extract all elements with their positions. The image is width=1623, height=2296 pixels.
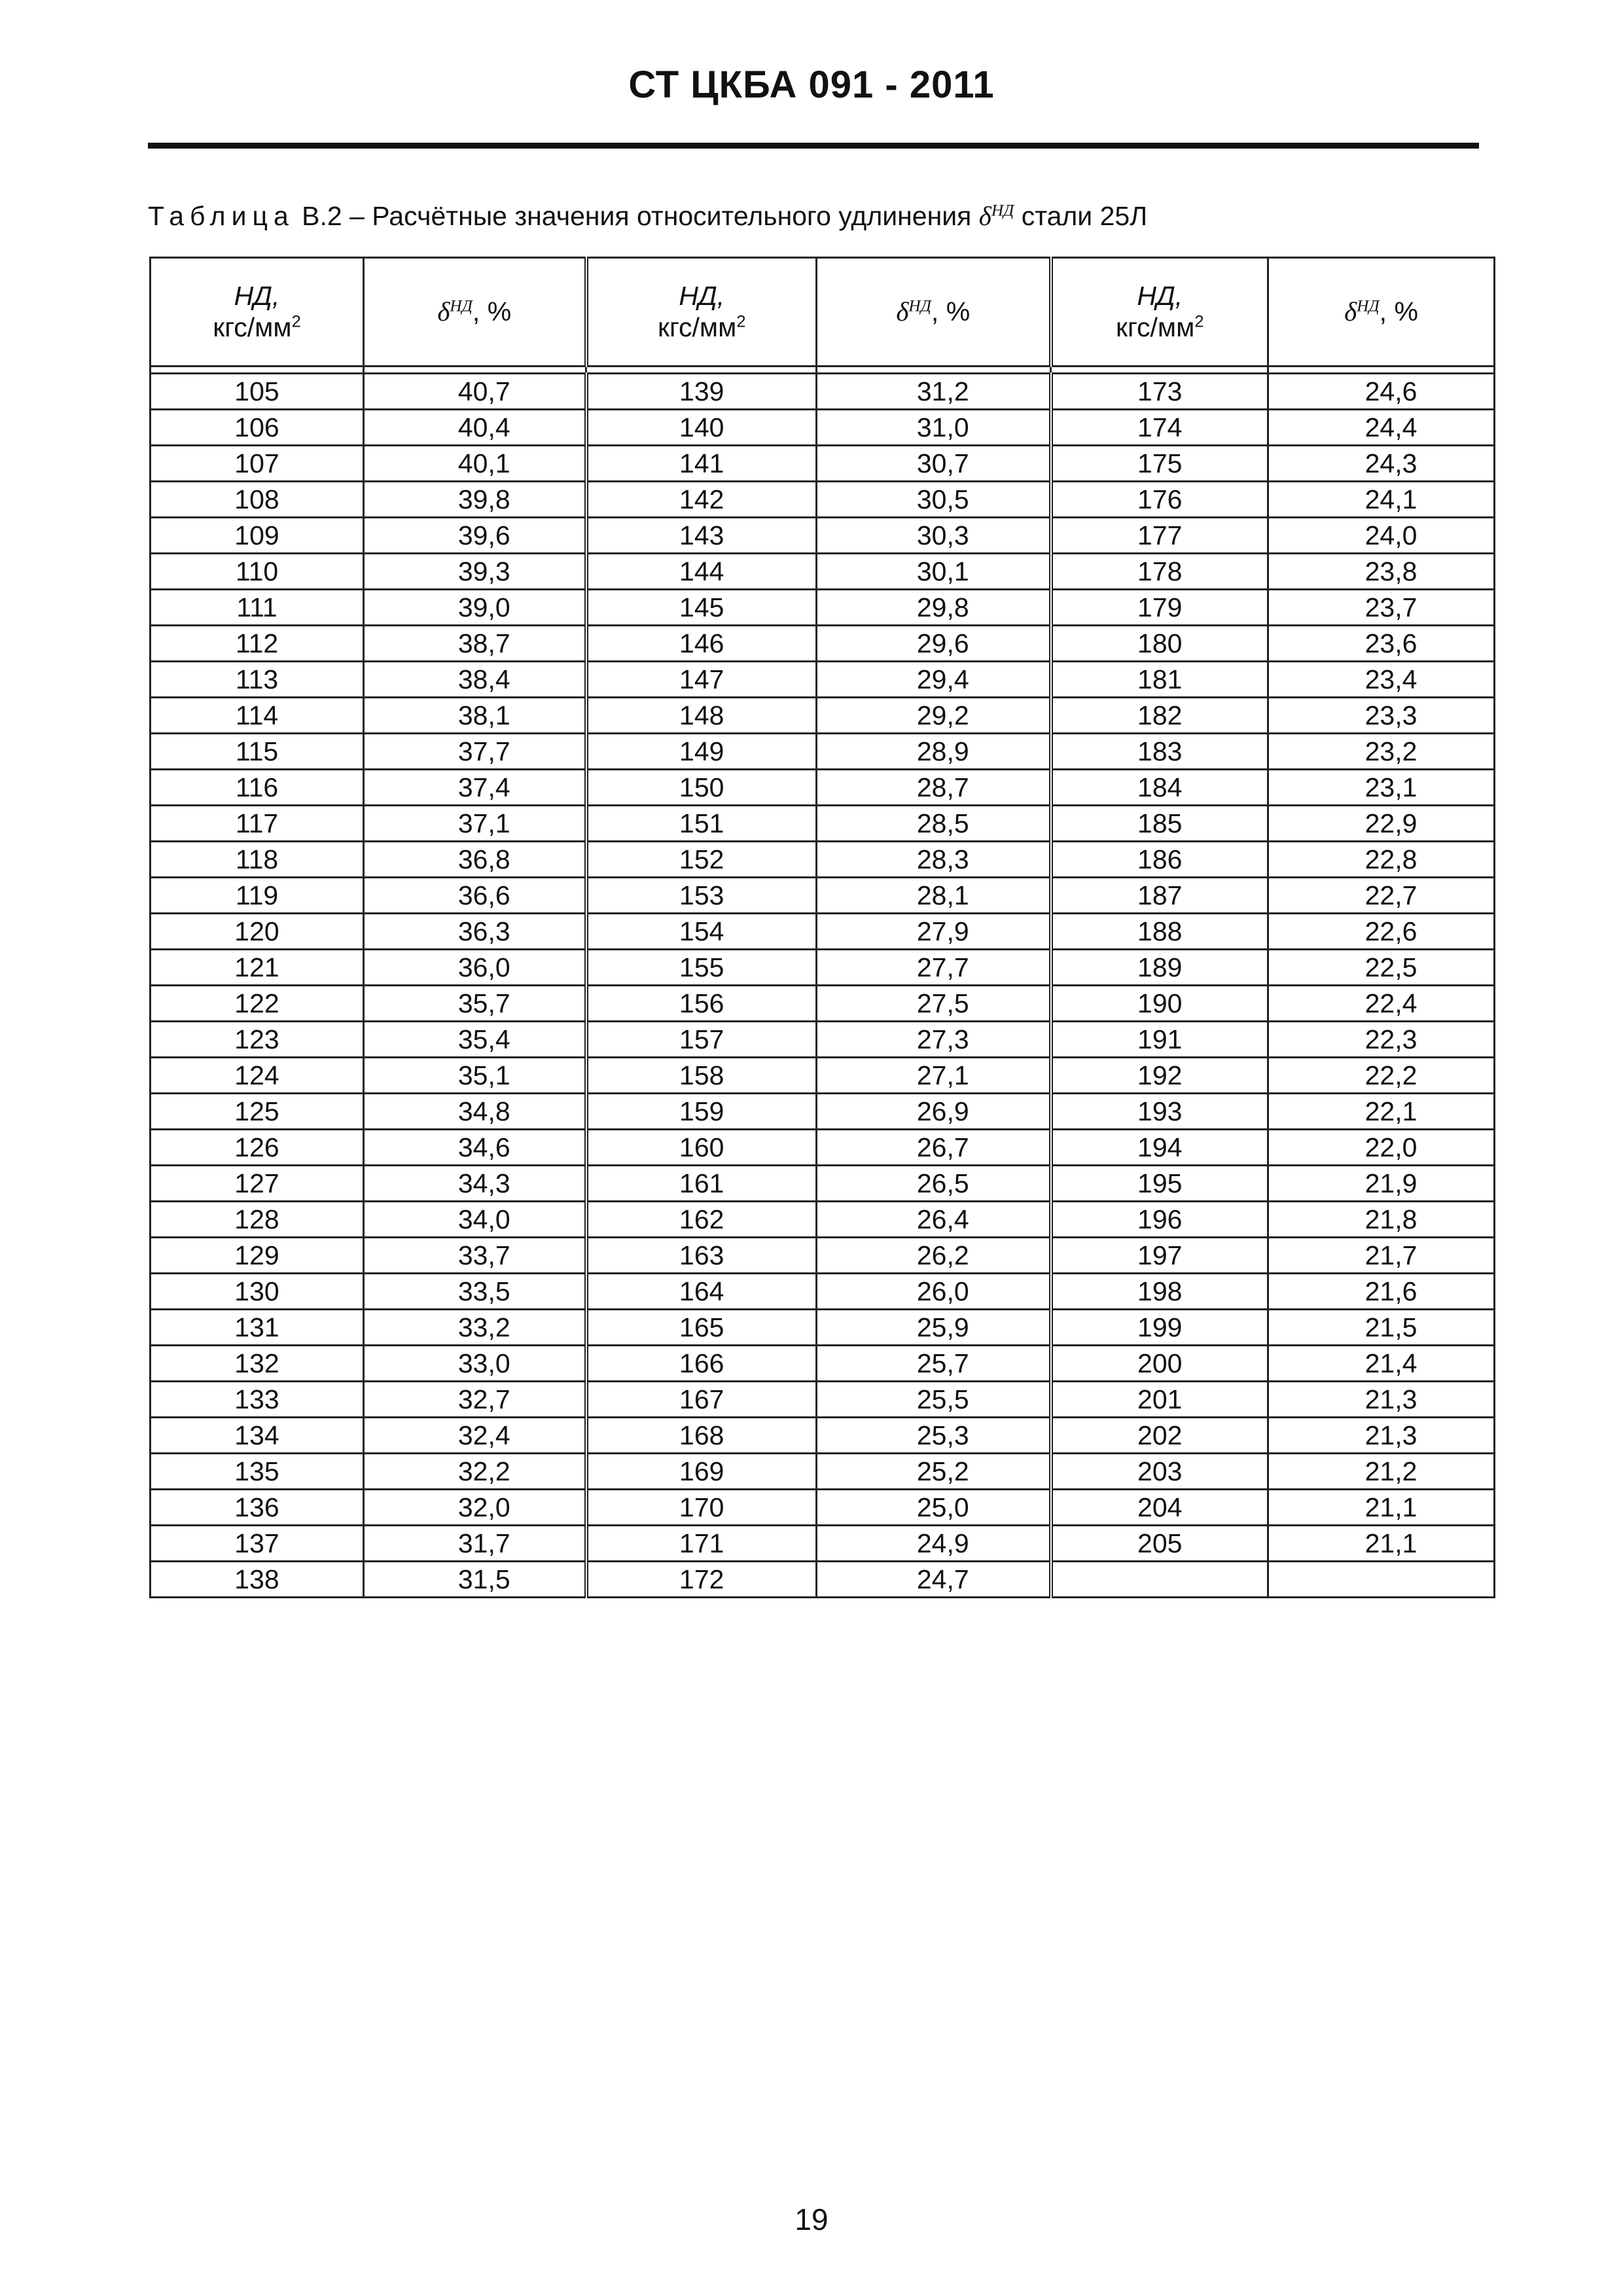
elongation-value-cell: 33,5 bbox=[364, 1274, 586, 1310]
header-divider bbox=[148, 143, 1479, 149]
hd-value-cell: 118 bbox=[151, 842, 364, 878]
elongation-value-cell: 21,9 bbox=[1268, 1166, 1495, 1202]
elongation-value-cell: 21,6 bbox=[1268, 1274, 1495, 1310]
hd-value-cell: 165 bbox=[586, 1310, 817, 1346]
hd-value-cell: 162 bbox=[586, 1202, 817, 1238]
elongation-value-cell: 36,8 bbox=[364, 842, 586, 878]
hd-value-cell: 199 bbox=[1051, 1310, 1268, 1346]
table-row bbox=[151, 518, 1495, 554]
table-row bbox=[151, 1454, 1495, 1490]
table-row bbox=[151, 1562, 1495, 1598]
elongation-value-cell: 27,1 bbox=[817, 1058, 1051, 1094]
hd-value-cell: 156 bbox=[586, 986, 817, 1022]
hd-value-cell: 125 bbox=[151, 1094, 364, 1130]
elongation-value-cell: 32,2 bbox=[364, 1454, 586, 1490]
elongation-value-cell: 31,5 bbox=[364, 1562, 586, 1598]
elongation-value-cell: 29,4 bbox=[817, 662, 1051, 698]
hd-value-cell: 114 bbox=[151, 698, 364, 734]
col-header-hd-3: НД, кгс/$мм^2$ bbox=[1051, 258, 1268, 367]
elongation-value-cell: 23,2 bbox=[1268, 734, 1495, 770]
elongation-value-cell: 37,1 bbox=[364, 806, 586, 842]
elongation-value-cell: 24,3 bbox=[1268, 446, 1495, 482]
hd-value-cell: 193 bbox=[1051, 1094, 1268, 1130]
elongation-value-cell: 21,4 bbox=[1268, 1346, 1495, 1382]
elongation-value-cell: 29,8 bbox=[817, 590, 1051, 626]
elongation-value-cell: 30,5 bbox=[817, 482, 1051, 518]
elongation-value-cell: 28,3 bbox=[817, 842, 1051, 878]
elongation-value-cell: 26,5 bbox=[817, 1166, 1051, 1202]
table-row bbox=[151, 554, 1495, 590]
elongation-value-cell: 23,7 bbox=[1268, 590, 1495, 626]
hd-value-cell: 144 bbox=[586, 554, 817, 590]
hd-value-cell: 201 bbox=[1051, 1382, 1268, 1418]
hd-value-cell: 120 bbox=[151, 914, 364, 950]
hd-value-cell: 182 bbox=[1051, 698, 1268, 734]
hd-value-cell: 173 bbox=[1051, 374, 1268, 410]
elongation-table bbox=[149, 257, 1495, 1598]
elongation-value-cell: 36,0 bbox=[364, 950, 586, 986]
elongation-value-cell: 27,9 bbox=[817, 914, 1051, 950]
hd-value-cell: 152 bbox=[586, 842, 817, 878]
hd-value-cell: 203 bbox=[1051, 1454, 1268, 1490]
elongation-value-cell: 39,3 bbox=[364, 554, 586, 590]
hd-value-cell: 142 bbox=[586, 482, 817, 518]
hd-value-cell: 179 bbox=[1051, 590, 1268, 626]
elongation-value-cell: 30,3 bbox=[817, 518, 1051, 554]
hd-value-cell: 113 bbox=[151, 662, 364, 698]
table-row bbox=[151, 1238, 1495, 1274]
elongation-value-cell: 22,6 bbox=[1268, 914, 1495, 950]
hd-value-cell: 196 bbox=[1051, 1202, 1268, 1238]
elongation-value-cell: 36,6 bbox=[364, 878, 586, 914]
hd-value-cell: 205 bbox=[1051, 1526, 1268, 1562]
elongation-value-cell: 21,2 bbox=[1268, 1454, 1495, 1490]
elongation-value-cell: 26,2 bbox=[817, 1238, 1051, 1274]
elongation-value-cell: 37,4 bbox=[364, 770, 586, 806]
elongation-value-cell: 24,7 bbox=[817, 1562, 1051, 1598]
elongation-value-cell: 33,7 bbox=[364, 1238, 586, 1274]
table-row bbox=[151, 626, 1495, 662]
hd-value-cell: 108 bbox=[151, 482, 364, 518]
caption-text: В.2 – Расчётные значения относительного удлинения bbox=[302, 201, 972, 231]
hd-value-cell: 194 bbox=[1051, 1130, 1268, 1166]
hd-value-cell: 148 bbox=[586, 698, 817, 734]
caption-lead: Таблица bbox=[148, 201, 294, 231]
hd-value-cell: 110 bbox=[151, 554, 364, 590]
hd-value-cell: 157 bbox=[586, 1022, 817, 1058]
elongation-value-cell: 25,9 bbox=[817, 1310, 1051, 1346]
hd-value-cell: 180 bbox=[1051, 626, 1268, 662]
hd-value-cell: 155 bbox=[586, 950, 817, 986]
elongation-value-cell: 25,2 bbox=[817, 1454, 1051, 1490]
hd-value-cell: 135 bbox=[151, 1454, 364, 1490]
hd-value-cell: 164 bbox=[586, 1274, 817, 1310]
elongation-value-cell: 24,0 bbox=[1268, 518, 1495, 554]
hd-value-cell: 166 bbox=[586, 1346, 817, 1382]
elongation-value-cell: 29,2 bbox=[817, 698, 1051, 734]
table-row bbox=[151, 698, 1495, 734]
hd-value-cell: 159 bbox=[586, 1094, 817, 1130]
elongation-value-cell: 24,1 bbox=[1268, 482, 1495, 518]
elongation-value-cell: 22,2 bbox=[1268, 1058, 1495, 1094]
hd-value-cell: 192 bbox=[1051, 1058, 1268, 1094]
elongation-value-cell: 30,7 bbox=[817, 446, 1051, 482]
table-row bbox=[151, 1202, 1495, 1238]
elongation-value-cell: 23,4 bbox=[1268, 662, 1495, 698]
elongation-value-cell: 39,0 bbox=[364, 590, 586, 626]
table-row bbox=[151, 878, 1495, 914]
hd-value-cell: 158 bbox=[586, 1058, 817, 1094]
elongation-value-cell: 29,6 bbox=[817, 626, 1051, 662]
hd-value-cell: 202 bbox=[1051, 1418, 1268, 1454]
hd-value-cell: 126 bbox=[151, 1130, 364, 1166]
table-row bbox=[151, 482, 1495, 518]
hd-value-cell: 109 bbox=[151, 518, 364, 554]
hd-value-cell: 185 bbox=[1051, 806, 1268, 842]
elongation-value-cell: 25,7 bbox=[817, 1346, 1051, 1382]
table-row bbox=[151, 950, 1495, 986]
table-row bbox=[151, 1346, 1495, 1382]
hd-value-cell: 197 bbox=[1051, 1238, 1268, 1274]
hd-value-cell: 181 bbox=[1051, 662, 1268, 698]
hd-value-cell: 163 bbox=[586, 1238, 817, 1274]
table-row bbox=[151, 590, 1495, 626]
hd-value-cell: 143 bbox=[586, 518, 817, 554]
hd-value-cell: 117 bbox=[151, 806, 364, 842]
hd-value-cell: 161 bbox=[586, 1166, 817, 1202]
hd-value-cell: 141 bbox=[586, 446, 817, 482]
elongation-value-cell: 32,7 bbox=[364, 1382, 586, 1418]
elongation-value-cell: 21,1 bbox=[1268, 1526, 1495, 1562]
elongation-value-cell: 22,5 bbox=[1268, 950, 1495, 986]
hd-value-cell: 154 bbox=[586, 914, 817, 950]
hd-value-cell: 177 bbox=[1051, 518, 1268, 554]
hd-value-cell: 129 bbox=[151, 1238, 364, 1274]
hd-value-cell: 106 bbox=[151, 410, 364, 446]
elongation-value-cell: 22,9 bbox=[1268, 806, 1495, 842]
elongation-value-cell: 35,7 bbox=[364, 986, 586, 1022]
table-row bbox=[151, 374, 1495, 410]
elongation-value-cell: 26,9 bbox=[817, 1094, 1051, 1130]
hd-value-cell: 107 bbox=[151, 446, 364, 482]
table-row bbox=[151, 446, 1495, 482]
hd-value-cell: 174 bbox=[1051, 410, 1268, 446]
elongation-value-cell: 28,9 bbox=[817, 734, 1051, 770]
elongation-value-cell: 21,8 bbox=[1268, 1202, 1495, 1238]
elongation-value-cell: 31,0 bbox=[817, 410, 1051, 446]
hd-value-cell: 186 bbox=[1051, 842, 1268, 878]
hd-value-cell: 128 bbox=[151, 1202, 364, 1238]
hd-value-cell: 116 bbox=[151, 770, 364, 806]
table-row bbox=[151, 662, 1495, 698]
col-header-delta-1: $\delta^{НД}$, % bbox=[364, 258, 586, 367]
elongation-value-cell: 28,7 bbox=[817, 770, 1051, 806]
hd-value-cell: 127 bbox=[151, 1166, 364, 1202]
elongation-value-cell: 27,5 bbox=[817, 986, 1051, 1022]
elongation-value-cell: 35,4 bbox=[364, 1022, 586, 1058]
table-row bbox=[151, 734, 1495, 770]
elongation-value-cell: 21,5 bbox=[1268, 1310, 1495, 1346]
col-header-hd-2: НД, кгс/$мм^2$ bbox=[586, 258, 817, 367]
hd-value-cell: 172 bbox=[586, 1562, 817, 1598]
hd-value-cell: 136 bbox=[151, 1490, 364, 1526]
table-row bbox=[151, 1058, 1495, 1094]
hd-value-cell: 130 bbox=[151, 1274, 364, 1310]
elongation-value-cell: 31,2 bbox=[817, 374, 1051, 410]
table-row bbox=[151, 1490, 1495, 1526]
elongation-value-cell: 40,4 bbox=[364, 410, 586, 446]
table-row bbox=[151, 806, 1495, 842]
hd-value-cell: 123 bbox=[151, 1022, 364, 1058]
caption-tail: стали 25Л bbox=[1021, 201, 1148, 231]
hd-value-cell: 176 bbox=[1051, 482, 1268, 518]
elongation-value-cell bbox=[1268, 1562, 1495, 1598]
caption-symbol: δ bbox=[978, 201, 991, 231]
hd-value-cell: 153 bbox=[586, 878, 817, 914]
elongation-value-cell: 40,7 bbox=[364, 374, 586, 410]
elongation-value-cell: 27,7 bbox=[817, 950, 1051, 986]
hd-value-cell: 119 bbox=[151, 878, 364, 914]
hd-value-cell: 147 bbox=[586, 662, 817, 698]
elongation-value-cell: 22,0 bbox=[1268, 1130, 1495, 1166]
hd-value-cell: 189 bbox=[1051, 950, 1268, 986]
table-row bbox=[151, 1418, 1495, 1454]
elongation-value-cell: 32,4 bbox=[364, 1418, 586, 1454]
elongation-value-cell: 25,5 bbox=[817, 1382, 1051, 1418]
hd-value-cell: 146 bbox=[586, 626, 817, 662]
elongation-value-cell: 21,3 bbox=[1268, 1382, 1495, 1418]
hd-value-cell: 184 bbox=[1051, 770, 1268, 806]
elongation-value-cell: 26,4 bbox=[817, 1202, 1051, 1238]
hd-value-cell: 187 bbox=[1051, 878, 1268, 914]
elongation-value-cell: 21,7 bbox=[1268, 1238, 1495, 1274]
elongation-value-cell: 24,6 bbox=[1268, 374, 1495, 410]
elongation-value-cell: 23,1 bbox=[1268, 770, 1495, 806]
hd-value-cell: 167 bbox=[586, 1382, 817, 1418]
header-spacer-row bbox=[151, 367, 1495, 374]
hd-value-cell: 121 bbox=[151, 950, 364, 986]
hd-value-cell: 200 bbox=[1051, 1346, 1268, 1382]
elongation-value-cell: 21,1 bbox=[1268, 1490, 1495, 1526]
hd-value-cell: 131 bbox=[151, 1310, 364, 1346]
elongation-value-cell: 32,0 bbox=[364, 1490, 586, 1526]
elongation-value-cell: 27,3 bbox=[817, 1022, 1051, 1058]
elongation-value-cell: 39,8 bbox=[364, 482, 586, 518]
table-row bbox=[151, 914, 1495, 950]
elongation-value-cell: 30,1 bbox=[817, 554, 1051, 590]
hd-value-cell: 198 bbox=[1051, 1274, 1268, 1310]
hd-value-cell: 171 bbox=[586, 1526, 817, 1562]
hd-value-cell: 204 bbox=[1051, 1490, 1268, 1526]
elongation-value-cell: 26,7 bbox=[817, 1130, 1051, 1166]
elongation-value-cell: 40,1 bbox=[364, 446, 586, 482]
table-row bbox=[151, 1022, 1495, 1058]
elongation-value-cell: 31,7 bbox=[364, 1526, 586, 1562]
hd-value-cell: 124 bbox=[151, 1058, 364, 1094]
hd-value-cell: 133 bbox=[151, 1382, 364, 1418]
hd-value-cell: 170 bbox=[586, 1490, 817, 1526]
table-row bbox=[151, 410, 1495, 446]
elongation-value-cell: 38,7 bbox=[364, 626, 586, 662]
elongation-value-cell: 34,8 bbox=[364, 1094, 586, 1130]
elongation-value-cell: 24,4 bbox=[1268, 410, 1495, 446]
elongation-value-cell: 28,1 bbox=[817, 878, 1051, 914]
elongation-value-cell: 22,1 bbox=[1268, 1094, 1495, 1130]
table-row bbox=[151, 1130, 1495, 1166]
hd-value-cell: 190 bbox=[1051, 986, 1268, 1022]
document-code-header: СТ ЦКБА 091 - 2011 bbox=[628, 63, 995, 106]
elongation-value-cell: 26,0 bbox=[817, 1274, 1051, 1310]
elongation-value-cell: 24,9 bbox=[817, 1526, 1051, 1562]
table-row bbox=[151, 1310, 1495, 1346]
elongation-value-cell: 38,4 bbox=[364, 662, 586, 698]
elongation-value-cell: 34,6 bbox=[364, 1130, 586, 1166]
table-caption bbox=[148, 200, 1147, 232]
table-row bbox=[151, 1382, 1495, 1418]
col-header-delta-2: $\delta^{НД}$, % bbox=[817, 258, 1051, 367]
hd-value-cell: 138 bbox=[151, 1562, 364, 1598]
elongation-value-cell: 38,1 bbox=[364, 698, 586, 734]
hd-value-cell bbox=[1051, 1562, 1268, 1598]
hd-value-cell: 122 bbox=[151, 986, 364, 1022]
hd-value-cell: 191 bbox=[1051, 1022, 1268, 1058]
hd-value-cell: 175 bbox=[1051, 446, 1268, 482]
elongation-value-cell: 39,6 bbox=[364, 518, 586, 554]
hd-value-cell: 160 bbox=[586, 1130, 817, 1166]
elongation-value-cell: 34,0 bbox=[364, 1202, 586, 1238]
elongation-value-cell: 35,1 bbox=[364, 1058, 586, 1094]
col-header-hd-1: НД, кгс/$мм^2$ bbox=[151, 258, 364, 367]
elongation-value-cell: 22,7 bbox=[1268, 878, 1495, 914]
elongation-value-cell: 23,6 bbox=[1268, 626, 1495, 662]
table-row bbox=[151, 1166, 1495, 1202]
hd-value-cell: 195 bbox=[1051, 1166, 1268, 1202]
elongation-value-cell: 34,3 bbox=[364, 1166, 586, 1202]
elongation-value-cell: 22,8 bbox=[1268, 842, 1495, 878]
hd-value-cell: 134 bbox=[151, 1418, 364, 1454]
hd-value-cell: 178 bbox=[1051, 554, 1268, 590]
table-body bbox=[151, 374, 1495, 1598]
elongation-value-cell: 25,3 bbox=[817, 1418, 1051, 1454]
table-row bbox=[151, 1274, 1495, 1310]
elongation-value-cell: 25,0 bbox=[817, 1490, 1051, 1526]
caption-symbol-sup: НД bbox=[991, 201, 1014, 220]
hd-value-cell: 188 bbox=[1051, 914, 1268, 950]
hd-value-cell: 105 bbox=[151, 374, 364, 410]
table-row bbox=[151, 1094, 1495, 1130]
elongation-value-cell: 22,3 bbox=[1268, 1022, 1495, 1058]
hd-value-cell: 169 bbox=[586, 1454, 817, 1490]
col-header-delta-3: $\delta^{НД}$, % bbox=[1268, 258, 1495, 367]
hd-value-cell: 150 bbox=[586, 770, 817, 806]
table-row bbox=[151, 1526, 1495, 1562]
hd-value-cell: 145 bbox=[586, 590, 817, 626]
elongation-value-cell: 33,0 bbox=[364, 1346, 586, 1382]
hd-value-cell: 115 bbox=[151, 734, 364, 770]
hd-value-cell: 183 bbox=[1051, 734, 1268, 770]
table-row bbox=[151, 986, 1495, 1022]
hd-value-cell: 132 bbox=[151, 1346, 364, 1382]
elongation-value-cell: 36,3 bbox=[364, 914, 586, 950]
hd-value-cell: 168 bbox=[586, 1418, 817, 1454]
table-header-row bbox=[151, 258, 1495, 367]
elongation-value-cell: 23,8 bbox=[1268, 554, 1495, 590]
elongation-value-cell: 33,2 bbox=[364, 1310, 586, 1346]
elongation-value-cell: 22,4 bbox=[1268, 986, 1495, 1022]
elongation-value-cell: 21,3 bbox=[1268, 1418, 1495, 1454]
elongation-value-cell: 37,7 bbox=[364, 734, 586, 770]
hd-value-cell: 137 bbox=[151, 1526, 364, 1562]
elongation-value-cell: 23,3 bbox=[1268, 698, 1495, 734]
table-row bbox=[151, 842, 1495, 878]
hd-value-cell: 149 bbox=[586, 734, 817, 770]
hd-value-cell: 111 bbox=[151, 590, 364, 626]
hd-value-cell: 151 bbox=[586, 806, 817, 842]
hd-value-cell: 139 bbox=[586, 374, 817, 410]
hd-value-cell: 112 bbox=[151, 626, 364, 662]
table-row bbox=[151, 770, 1495, 806]
elongation-value-cell: 28,5 bbox=[817, 806, 1051, 842]
hd-value-cell: 140 bbox=[586, 410, 817, 446]
page-number: 19 bbox=[794, 2202, 829, 2236]
